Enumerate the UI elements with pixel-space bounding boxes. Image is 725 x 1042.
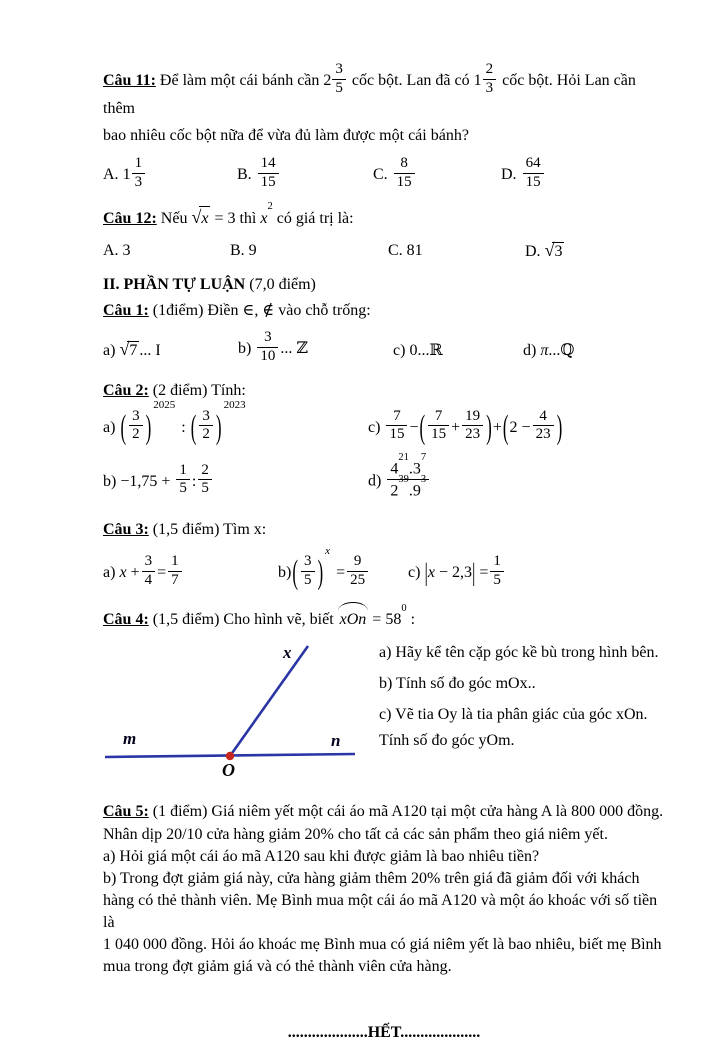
tq5-part-b-line3: 1 040 000 đồng. Hỏi áo khoác mẹ Bình mua có giá niêm yết là bao nhiêu, biết mẹ Bình: [103, 935, 662, 953]
q12-options: [103, 235, 665, 267]
q11-line2: bao nhiêu cốc bột nữa để vừa đủ làm được một cái bánh?: [103, 126, 469, 144]
power-fraction: [387, 452, 429, 500]
whole: 1: [122, 166, 131, 184]
exponent: 2: [267, 201, 273, 213]
denominator: [387, 474, 429, 500]
part-label: c): [408, 564, 421, 582]
radical-sign: √: [544, 239, 555, 260]
tq1-intro: [103, 299, 665, 323]
tq2-text: (2 điểm) Tính:: [152, 381, 246, 399]
fraction: [198, 463, 212, 498]
denominator: 7: [171, 571, 179, 588]
denominator: 2: [202, 426, 210, 443]
part-label: a): [103, 564, 116, 582]
blank-set: 0...ℝ: [409, 341, 443, 359]
fraction: [483, 62, 497, 97]
open-paren: (: [292, 553, 298, 592]
mixed-number: [473, 61, 499, 96]
tq4-label: Câu 4:: [103, 611, 149, 629]
fraction: [490, 554, 504, 589]
numerator: 2: [198, 463, 212, 481]
part-label: b): [238, 340, 252, 358]
denominator: 25: [350, 571, 366, 588]
part-c: [408, 553, 665, 591]
tq3-intro: [103, 518, 665, 542]
tq1-label: Câu 1:: [103, 301, 149, 319]
tq3-parts: [103, 544, 665, 598]
fraction: [301, 554, 315, 589]
q11-text3: cốc bột. Hỏi Lan cần thêm: [103, 71, 636, 117]
fraction: [394, 156, 415, 191]
equals-sign: =: [336, 564, 346, 582]
fraction: [347, 554, 368, 589]
exponent: 21: [398, 452, 409, 464]
q11-text2: cốc bột. Lan đã có: [351, 71, 470, 89]
variable: x: [119, 564, 127, 582]
fraction: [332, 62, 346, 97]
tq5-part-b-line4: mua trong đợt giảm giá và có thẻ thành viên cửa hàng.: [103, 957, 452, 975]
exponent: 2025: [153, 399, 176, 412]
fraction: [523, 156, 544, 191]
end-marker: ....................HẾT....................: [287, 1024, 481, 1042]
part-label: a): [103, 341, 116, 359]
part-label: c): [368, 418, 381, 436]
tq2-intro: [103, 379, 665, 403]
base: 2: [390, 482, 399, 500]
numerator: 14: [258, 156, 279, 174]
tq4-intro: [103, 603, 665, 632]
open-paren: (: [502, 407, 509, 446]
q11-text1: Để làm một cái bánh cần: [159, 71, 320, 89]
denominator: 23: [535, 426, 551, 443]
section-points: (7,0 điểm): [249, 275, 316, 293]
pi-symbol: π: [540, 341, 549, 359]
tq1-text2: vào chỗ trống:: [278, 301, 371, 319]
open-paren: (: [190, 407, 197, 446]
tq5-text1: (1 điểm) Giá niêm yết một cái áo mã A120 tại một cửa hàng A là 800 000 đồng.: [152, 803, 664, 821]
option-label: C.: [373, 166, 388, 184]
equals-sign: =: [157, 564, 167, 582]
sqrt-x: [191, 206, 210, 231]
option-b: [237, 155, 373, 193]
fraction: [199, 409, 213, 444]
base: 9: [412, 482, 421, 500]
label-x: x: [283, 643, 292, 663]
numerator: 4: [533, 409, 554, 427]
option-d: [501, 155, 665, 193]
base: 3: [412, 460, 421, 478]
exponent: 3: [420, 474, 427, 486]
exponent: 2023: [223, 399, 246, 412]
degree-exponent: 0: [401, 603, 407, 615]
denominator: 10: [260, 348, 276, 365]
essay-question-4: [103, 603, 665, 795]
numerator: 2: [483, 62, 497, 80]
numerator: 7: [428, 409, 449, 427]
part-label: b): [103, 472, 117, 490]
element-symbols: ∈, ∉: [242, 301, 275, 319]
part-c: [368, 407, 665, 446]
essay-question-5: [103, 801, 665, 978]
blank-set: ... ℤ: [280, 340, 309, 358]
geometry-figure: [103, 640, 365, 795]
option-label: B.: [237, 166, 252, 184]
fraction: [428, 409, 449, 444]
question-12: [103, 201, 665, 267]
whole: 2: [323, 71, 332, 89]
colon: :: [410, 611, 416, 629]
part-c: [393, 340, 523, 360]
plus-operator: +: [492, 418, 502, 436]
part-a: [103, 399, 368, 446]
part-a: [103, 553, 278, 591]
numerator: 3: [142, 554, 156, 572]
tq2-row2: [103, 452, 665, 502]
tq5-label: Câu 5:: [103, 803, 149, 821]
section-title: II. PHẦN TỰ LUẬN: [103, 275, 246, 293]
option-d: [525, 241, 665, 261]
option-a: A. 3: [103, 241, 131, 259]
ray-Ox: [230, 646, 308, 756]
numerator: 3: [129, 409, 143, 427]
close-paren: ): [317, 553, 324, 592]
open-paren: (: [419, 407, 426, 446]
part-b: [238, 329, 393, 367]
part-a: [103, 340, 238, 360]
numerator: 3: [301, 554, 315, 572]
tq2-label: Câu 2:: [103, 381, 149, 399]
fraction: [462, 409, 483, 444]
dot-operator: .: [408, 482, 413, 500]
numerator: 1: [132, 156, 146, 174]
essay-question-1: [103, 299, 665, 373]
denominator: 5: [179, 480, 187, 497]
tq3-label: Câu 3:: [103, 521, 149, 539]
part-d: [368, 452, 665, 502]
q12-text3: thì: [239, 209, 257, 227]
denominator: 5: [304, 571, 312, 588]
decimal-term: −1,75 +: [120, 472, 171, 490]
sqrt-3: [545, 241, 565, 261]
radicand: 3: [554, 242, 563, 260]
close-paren: ): [556, 407, 563, 446]
fraction: [168, 554, 182, 589]
plus-operator: +: [130, 564, 140, 582]
part-label: b): [278, 564, 292, 582]
exponent: 39: [398, 474, 409, 486]
plus-operator: +: [451, 418, 461, 436]
fraction: [142, 554, 156, 589]
angle-xOn: xOn: [338, 606, 369, 632]
fraction: [176, 463, 190, 498]
close-paren: ): [145, 407, 152, 446]
tq4-figure-row: [103, 640, 665, 795]
option-c: C. 81: [388, 241, 423, 259]
fraction: [258, 156, 279, 191]
abs-body: − 2,3: [438, 564, 472, 582]
option-a: [103, 155, 237, 193]
tq5-part-b-line1: b) Trong đợt giảm giá này, cửa hàng giảm thêm 20% trên giá đã giảm đối với khách: [103, 869, 640, 887]
divide-operator: :: [191, 472, 197, 490]
numerator: 8: [394, 156, 415, 174]
tq3-text: (1,5 điểm) Tìm x:: [152, 521, 267, 539]
part-label: c): [393, 341, 406, 359]
tq5-part-a: a) Hỏi giá một cái áo mã A120 sau khi được giảm là bao nhiêu tiền?: [103, 847, 540, 865]
part-label: a): [103, 418, 116, 436]
close-paren: ): [486, 407, 492, 446]
numerator: 1: [490, 554, 504, 572]
part-label: d): [523, 341, 537, 359]
denominator: 3: [134, 174, 143, 191]
equals-sign: =: [479, 564, 489, 582]
denominator: 15: [431, 426, 447, 443]
numerator: 3: [199, 409, 213, 427]
numerator: 9: [347, 554, 368, 572]
denominator: 5: [201, 480, 209, 497]
fraction: [533, 409, 554, 444]
label-O: O: [222, 760, 235, 781]
part-b: [278, 544, 408, 592]
x-squared: [260, 201, 273, 227]
angle-diagram: [103, 640, 365, 790]
base: 4: [390, 460, 399, 478]
exponent: x: [325, 544, 331, 557]
option-label: D.: [525, 242, 541, 260]
variable: x: [427, 564, 435, 582]
option-label: D.: [501, 166, 517, 184]
tq5-line1: [103, 801, 665, 823]
fraction: [257, 330, 278, 365]
tq5-part-b-line2: hàng có thẻ thành viên. Mẹ Bình mua một cái áo mã A120 và một áo khoác với số tiền là: [103, 891, 658, 931]
q12-text1: Nếu: [160, 209, 188, 227]
whole: 1: [473, 71, 482, 89]
q12-text2: = 3: [214, 209, 236, 227]
mixed-number: [323, 61, 348, 96]
numerator: 3: [332, 62, 346, 80]
denominator: 15: [396, 174, 412, 191]
minus-operator: −: [521, 418, 531, 436]
numerator: 1: [168, 554, 182, 572]
tq4-text: (1,5 điểm) Cho hình vẽ, biết: [152, 611, 334, 629]
tq5-line2: Nhân dịp 20/10 cửa hàng giảm 20% cho tất cả các sản phẩm theo giá niêm yết.: [103, 825, 608, 843]
part-label: d): [368, 472, 382, 490]
divide-operator: :: [181, 418, 186, 436]
blank-set: ... I: [139, 341, 161, 359]
fraction: [132, 156, 146, 191]
tq4-part-b: b) Tính số đo góc mOx..: [379, 675, 536, 693]
option-c: [373, 155, 501, 193]
denominator: 23: [465, 426, 481, 443]
denominator: 2: [132, 426, 140, 443]
part-b: [103, 461, 368, 500]
denominator: 15: [260, 174, 276, 191]
dot-operator: .: [408, 460, 413, 478]
q12-line: [103, 201, 665, 231]
fraction: [129, 409, 143, 444]
denominator: 5: [493, 571, 501, 588]
option-b: B. 9: [230, 241, 257, 259]
tq4-part-a: a) Hãy kể tên cặp góc kề bù trong hình bên.: [379, 644, 659, 662]
equals-value: = 58: [372, 611, 402, 629]
q12-label: Câu 12:: [103, 209, 157, 227]
option-label: A.: [103, 166, 119, 184]
abs-bar: |: [424, 558, 428, 587]
exponent: 7: [420, 452, 427, 464]
label-n: n: [331, 731, 341, 751]
numerator: 64: [523, 156, 544, 174]
numerator: 3: [257, 330, 278, 348]
radicand: 7: [129, 341, 138, 359]
blank-set: ...ℚ: [548, 341, 575, 359]
tq4-subquestions: [365, 640, 665, 795]
close-paren: ): [215, 407, 222, 446]
tq1-parts: [103, 327, 665, 373]
q11-label: Câu 11:: [103, 71, 156, 89]
essay-question-2: [103, 379, 665, 503]
denominator: 3: [485, 79, 494, 96]
numerator: 1: [176, 463, 190, 481]
tq1-text1: (1điểm) Điền: [152, 301, 239, 319]
radical-sign: √: [191, 206, 202, 227]
question-11: [103, 61, 665, 198]
radical-sign: √: [119, 338, 130, 359]
denominator: 15: [389, 426, 405, 443]
label-m: m: [123, 729, 137, 749]
denominator: 5: [335, 79, 343, 96]
q11-options: [103, 154, 665, 198]
numerator: 7: [386, 409, 407, 427]
q11-line1: [103, 61, 665, 118]
mixed-number: [122, 155, 148, 191]
abs-bar: |: [471, 558, 476, 587]
denominator: 4: [144, 571, 153, 588]
radicand: x: [199, 206, 210, 231]
point-O-dot: [226, 752, 234, 760]
variable: x: [260, 209, 268, 227]
numerator: 19: [462, 409, 483, 427]
part-d: [523, 340, 665, 360]
q12-text4: có giá trị là:: [276, 209, 354, 227]
tq2-row1: [103, 399, 665, 446]
section-2-heading: [103, 273, 665, 297]
fraction: [386, 409, 407, 444]
essay-question-3: [103, 518, 665, 598]
minus-operator: −: [409, 418, 419, 436]
tq4-part-c: c) Vẽ tia Oy là tia phân giác của góc xOn. Tính số đo góc yOm.: [379, 706, 648, 750]
integer: 2: [509, 418, 518, 436]
sqrt-7: [119, 340, 139, 360]
open-paren: (: [120, 407, 127, 446]
denominator: 15: [525, 174, 541, 191]
